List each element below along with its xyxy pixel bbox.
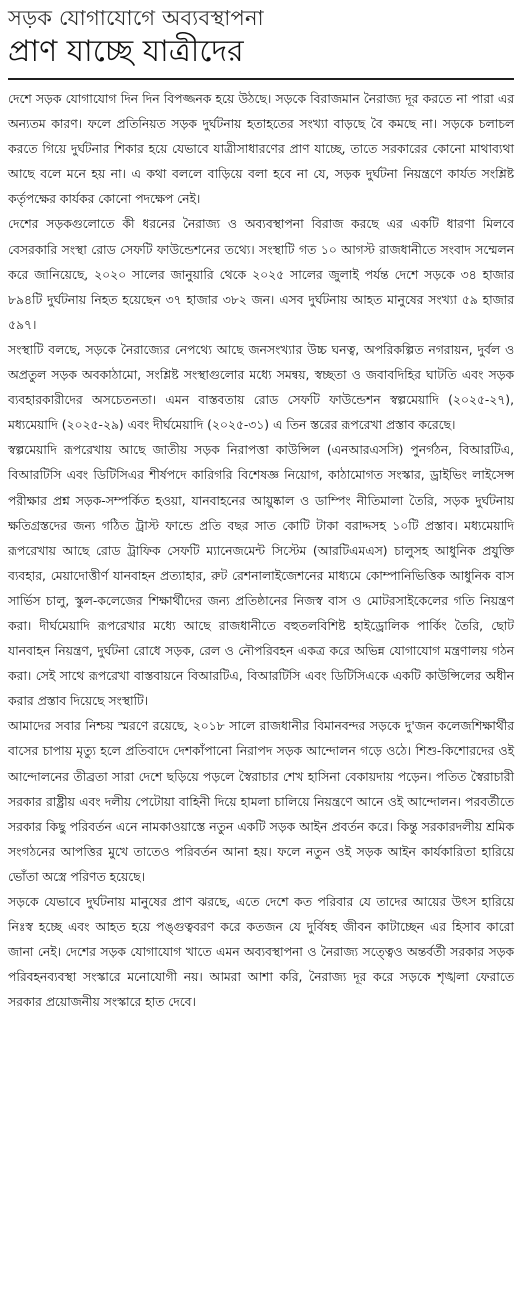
- article-headline: প্রাণ যাচ্ছে যাত্রীদের: [8, 34, 244, 69]
- headline-divider: [8, 78, 514, 80]
- paragraph-1: দেশে সড়ক যোগাযোগ দিন দিন বিপজ্জনক হয়ে উঠছে। সড়কে বিরাজমান নৈরাজ্য দূর করতে না পারা এর অন্যতম কারণ। ফলে প্রতিনিয়ত সড়ক দুর্ঘটনায় হতাহতের সংখ্যা বাড়ছে বৈ কমছে না। সড়কে চলাচল করতে গিয়ে দুর্ঘটনার শিকার হয়ে যেভাবে যাত্রীসাধারণের প্রাণ যাচ্ছে, তাতে সরকারের কোনো মাথাব্যথা আছে বলে মনে হয় না। এ কথা বললে বাড়িয়ে বলা হবে না যে, সড়ক দুর্ঘটনা নিয়ন্ত্রণে কার্যত সংশ্লিষ্ট কর্তৃপক্ষের কার্যকর কোনো পদক্ষেপ নেই।: [8, 92, 514, 207]
- paragraph-2: দেশের সড়কগুলোতে কী ধরনের নৈরাজ্য ও অব্যবস্থাপনা বিরাজ করছে এর একটি ধারণা মিলবে বেসরকারি সংস্থা রোড সেফটি ফাউন্ডেশনের তথ্যে। সংস্থাটি গত ১০ আগস্ট রাজধানীতে সংবাদ সম্মেলন করে জানিয়েছে, ২০২০ সালের জানুয়ারি থেকে ২০২৫ সালের জুলাই পর্যন্ত দেশে সড়কে ৩৪ হাজার ৮৯৪টি দুর্ঘটনায় নিহত হয়েছেন ৩৭ হাজার ৩৮২ জন। এসব দুর্ঘটনায় আহত মানুষের সংখ্যা ৫৯ হাজার ৫৯৭।: [8, 217, 514, 332]
- article-body: [8, 87, 514, 1015]
- paragraph-4: স্বল্পমেয়াদি রূপরেখায় আছে জাতীয় সড়ক নিরাপত্তা কাউন্সিল (এনআরএসসি) পুনর্গঠন, বিআরটিএ, বিআরটিসি এবং ডিটিসিএর শীর্ষপদে কারিগরি বিশেষজ্ঞ নিয়োগ, কাঠামোগত সংস্কার, ড্রাইভিং লাইসেন্স পরীক্ষার প্রশ্ন সড়ক-সম্পর্কিত হওয়া, যানবাহনের আয়ুষ্কাল ও ডাম্পিং নীতিমালা তৈরি, সড়ক দুর্ঘটনায় ক্ষতিগ্রস্তদের জন্য গঠিত ট্রাস্ট ফান্ডে প্রতি বছর সাত কোটি টাকা বরাদ্দসহ ১০টি প্রস্তাব। মধ্যমেয়াদি রূপরেখায় আছে রোড ট্রাফিক সেফটি ম্যানেজমেন্ট সিস্টেম (আরটিএমএস) চালুসহ আধুনিক প্রযুক্তি ব্যবহার, মেয়াদোত্তীর্ণ যানবাহন প্রত্যাহার, রুট রেশনালাইজেশনের মাধ্যমে কোম্পানিভিত্তিক আধুনিক বাস সার্ভিস চালু, স্কুল-কলেজের শিক্ষার্থীদের জন্য প্রতিষ্ঠানের নিজস্ব বাস ও মোটরসাইকেলের গতি নিয়ন্ত্রণ করা। দীর্ঘমেয়াদি রূপরেখার মধ্যে আছে রাজধানীতে বহুতলবিশিষ্ট হাইড্রোলিক পার্কিং তৈরি, ছোট যানবাহন নিয়ন্ত্রণ, দুর্ঘটনা রোধে সড়ক, রেল ও নৌপরিবহন একত্র করে অভিন্ন যোগাযোগ মন্ত্রণালয় গঠন করা। সেই সাথে রূপরেখা বাস্তবায়নে বিআরটিএ, বিআরটিসি এবং ডিটিসিএকে একটি কাউন্সিলের অধীন করার প্রস্তাব দিয়েছে সংস্থাটি।: [8, 443, 514, 709]
- paragraph-5: আমাদের সবার নিশ্চয় স্মরণে রয়েছে, ২০১৮ সালে রাজধানীর বিমানবন্দর সড়কে দু'জন কলেজশিক্ষার্থীর বাসের চাপায় মৃত্যু হলে প্রতিবাদে দেশকাঁপানো নিরাপদ সড়ক আন্দোলন গড়ে ওঠে। শিশু-কিশোরদের ওই আন্দোলনের তীব্রতা সারা দেশে ছড়িয়ে পড়লে স্বৈরাচার শেখ হাসিনা বেকায়দায় পড়েন। পতিত স্বৈরাচারী সরকার রাষ্ট্রীয় এবং দলীয় পেটোয়া বাহিনী দিয়ে হামলা চালিয়ে নিয়ন্ত্রণে আনে ওই আন্দোলন। পরবর্তীতে সরকার কিছু পরিবর্তন এনে নামকাওয়াস্তে নতুন একটি সড়ক আইন প্রবর্তন করে। কিন্তু সরকারদলীয় শ্রমিক সংগঠনের আপত্তির মুখে তাতেও পরিবর্তন আনা হয়। ফলে নতুন ওই সড়ক আইন কার্যকারিতা হারিয়ে ভোঁতা অস্ত্রে পরিণত হয়েছে।: [8, 719, 515, 884]
- paragraph-3: সংস্থাটি বলছে, সড়কে নৈরাজ্যের নেপথ্যে আছে জনসংখ্যার উচ্চ ঘনত্ব, অপরিকল্পিত নগরায়ন, দুর্বল ও অপ্রতুল সড়ক অবকাঠামো, সংশ্লিষ্ট সংস্থাগুলোর মধ্যে সমন্বয়, স্বচ্ছতা ও জবাবদিহির ঘাটতি এবং সড়ক ব্যবহারকারীদের অসচেতনতা। এমন বাস্তবতায় রোড সেফটি ফাউন্ডেশন স্বল্পমেয়াদি (২০২৫-২৭), মধ্যমেয়াদি (২০২৫-২৯) এবং দীর্ঘমেয়াদি (২০২৫-৩১) এ তিন স্তরের রূপরেখা প্রস্তাব করেছে।: [8, 342, 514, 433]
- paragraph-6: সড়কে যেভাবে দুর্ঘটনায় মানুষের প্রাণ ঝরছে, এতে দেশে কত পরিবার যে তাদের আয়ের উৎস হারিয়ে নিঃস্ব হচ্ছে এবং আহত হয়ে পঙ্গুত্ববরণ করে কতজন যে দুর্বিষহ জীবন কাটাচ্ছেন এর হিসাব কারো জানা নেই। দেশের সড়ক যোগাযোগ খাতে এমন অব্যবস্থাপনা ও নৈরাজ্য সত্ত্বেও অন্তর্বর্তী সরকার সড়ক পরিবহনব্যবস্থা সংস্কারে মনোযোগী নয়। আমরা আশা করি, নৈরাজ্য দূর করে সড়কে শৃঙ্খলা ফেরাতে সরকার প্রয়োজনীয় সংস্কারে হাত দেবে।: [8, 895, 514, 1010]
- article-kicker: সড়ক যোগাযোগে অব্যবস্থাপনা: [8, 6, 264, 30]
